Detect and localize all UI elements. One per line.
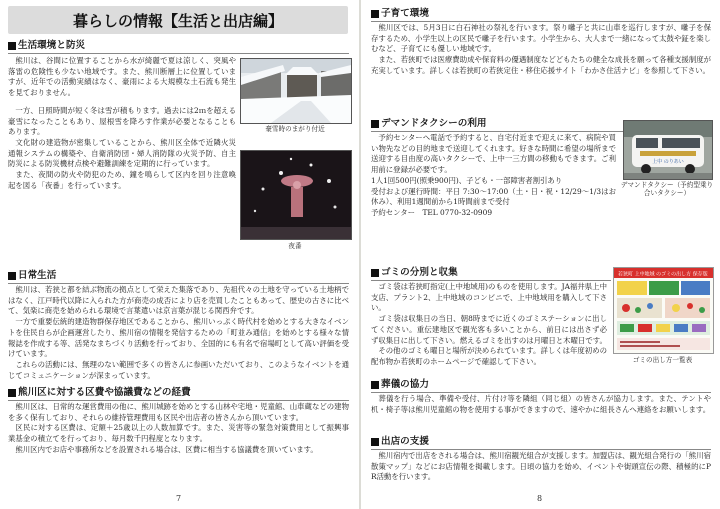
photo-caption: 豪雪時のまがり付近 xyxy=(265,125,325,133)
heading-rule xyxy=(8,400,349,401)
paragraph: ゴミ袋は若狭町指定(上中地域用)のものを使用します。JA福井県上中支店、プラント2、上中地域のコンビニで、上中地域用を購入して下さい。 xyxy=(371,282,607,313)
photo-night-watch xyxy=(240,150,352,240)
taxi-van-image xyxy=(624,121,712,179)
paragraph: 葬儀を行う場合、準備や受付、片付け等を隣組（同じ組）の皆さんが協力します。また、テントや机・椅子等は熊川児童館の物を使用する事ができますので、速やかに組長さんへ連絡をお願いします。 xyxy=(371,394,711,414)
night-watch-image xyxy=(241,151,351,239)
paragraph: 熊川区は、日常的な運営費用の他に、熊川城跡を始めとする山林や宅地・児童館、山車蔵などの建物を多く保有しており、それらの維持管理費用も区民や出店者の皆さんから頂いています。 xyxy=(8,402,349,422)
paragraph: また、夜間の防火や防犯のため、鐘を鳴らして区内を回り注意喚起を図る「夜番」を行っています。 xyxy=(8,170,236,190)
section-heading-daily-life xyxy=(8,270,349,286)
section-body-daily-life xyxy=(8,285,349,381)
heading-rule xyxy=(8,53,349,54)
section-heading-childcare xyxy=(371,8,711,24)
section-body-childcare xyxy=(371,23,711,77)
section-square-icon xyxy=(371,10,379,18)
photo-heavy-snow xyxy=(240,58,352,124)
paragraph: その他のゴミも曜日と場所が決められています。詳しくは年度初めの配布物か若狭町のホームページで確認して下さい。 xyxy=(371,346,607,366)
photo-caption: 夜番 xyxy=(288,242,302,250)
section-square-icon xyxy=(371,120,379,128)
section-title: 日常生活 xyxy=(18,270,57,281)
section-square-icon xyxy=(8,42,16,50)
section-square-icon xyxy=(8,272,16,280)
section-square-icon xyxy=(8,389,16,397)
paragraph: 熊川区では、5月3日に白石神社の祭礼を行います。祭り囃子と共に山車を巡行しますが、囃子を保存するため、小学生以上の区民で囃子を行います。小学生から、大人まで一緒になって太鼓や鉦を楽しむなど、子育てにも優しい地域です。 xyxy=(371,23,711,54)
snow-street-image xyxy=(241,59,351,123)
section-title: 子育て環境 xyxy=(381,8,429,19)
poster-title-text: 若狭町 上中地域 のゴミの出し方 保存版 xyxy=(618,271,708,278)
heading-rule xyxy=(8,283,349,284)
section-body-funeral xyxy=(371,394,711,415)
paragraph: また、若狭町では医療費助成や保育料の優遇制度などどもたちの健全な成長を願って各種支援制度が充実しています。詳しくは若狭町の若狭定住・移住応援サイト「わかさ住活ナビ」を参照して下さい。 xyxy=(371,55,711,75)
paragraph: 区民に対する区費は、定額＋25歳以上の人数加算です。また、災害等の緊急対策費用として振興事業基金の積立てを行っており、毎月数千円程度となります。 xyxy=(8,423,349,444)
reservation-phone: 予約センター TEL 0770-32-0909 xyxy=(371,207,493,217)
section-title: 葬儀の協力 xyxy=(381,379,429,390)
paragraph: 熊川宿内で出店をされる場合は、熊川宿観光組合が支援します。加盟店は、観光組合発行の「熊川宿散策マップ」などにお店情報を掲載します。日頃の協力を始め、イベントや街頭宣伝の際、積極的にPR活動を行います。 xyxy=(371,451,711,482)
section-square-icon xyxy=(371,381,379,389)
section-body-garbage xyxy=(371,282,607,368)
paragraph: 熊川は、若狭と都を結ぶ物流の拠点として栄えた集落であり、先祖代々の土地を守っている土地柄ではなく、江戸時代以降に入られた方が商売の成否により店を売買したこともあって、歴史の古さに比べて、気楽に商売を始められる環境で言葉遣いは京言葉が混じる関西弁です。 xyxy=(8,285,349,316)
taxi-panel-text: 上中 のりあい xyxy=(652,159,684,165)
heading-rule xyxy=(371,449,711,450)
photo-demand-taxi xyxy=(623,120,713,180)
section-heading-fees xyxy=(8,387,349,403)
section-heading-garbage xyxy=(371,267,611,283)
page-right xyxy=(361,0,720,509)
paragraph: 一方で重要伝統的建造物群保存地区であることから、熊川いっぷく時代村を始めとする大きなイベントを住民自らが企画運営したり、熊川宿の情報を発信するための「町並み通信」を始めとする様々な情報誌を作成する等、活発なまちづくり活動を行っており、全国的にも有名で宿場町として高い評価を受けています。 xyxy=(8,317,349,359)
heading-rule xyxy=(371,21,711,22)
section-title: 熊川区に対する区費や協議費などの経費 xyxy=(18,387,191,398)
section-square-icon xyxy=(371,438,379,446)
paragraph: 熊川区内でお店や事務所などを設置される場合は、区費に相当する協議費を頂いています。 xyxy=(15,444,318,454)
section-body-shop-support xyxy=(371,451,711,483)
photo-garbage-chart xyxy=(613,267,714,354)
heading-rule xyxy=(371,392,711,393)
section-heading-environment xyxy=(8,40,349,56)
section-title: デマンドタクシーの利用 xyxy=(381,118,487,129)
paragraph: 予約センターへ電話で予約すると、自宅付近まで迎えに来て、病院や買い物先などの目的地まで送迎してくれます。好きな時間に希望の場所まで送迎する目由度の高いタクシーで、上中一三方間の移動もできます。ご利用前に登録が必要です。 xyxy=(371,133,616,175)
heading-rule xyxy=(371,280,611,281)
section-title: ゴミの分別と収集 xyxy=(381,267,458,278)
section-body-environment xyxy=(8,56,236,191)
hours-line: 受付および運行時間：平日 7:30～17:00（土・日・祝・12/29～1/3はお休み）、利用1週間前から1時間前まで受付 xyxy=(371,186,616,207)
page-number: 7 xyxy=(176,494,182,503)
photo-caption: デマンドタクシー（予約型乗り合いタクシー） xyxy=(620,181,714,197)
section-title: 出店の支援 xyxy=(381,436,429,447)
photo-caption: ゴミの出し方一覧表 xyxy=(632,356,693,364)
paragraph: これらの活動には、無理のない範囲で多くの皆さんに参画いただいており、このようなイベントを通じてコミュニケーションが深まっています。 xyxy=(8,359,349,380)
section-title: 生活環境と防災 xyxy=(18,40,86,51)
page-number: 8 xyxy=(537,494,543,503)
section-heading-shop-support xyxy=(371,436,711,452)
paragraph: 熊川は、谷間に位置することから水が綺麗で夏は涼しく、突風や落雷の危険性も少ない地域です。また、熊川断層上に位置していますが、近年での活動実績はなく、豪雨による大規模な土石流も発生を見ておりません。 xyxy=(8,56,236,98)
section-body-demand-taxi xyxy=(371,133,616,219)
fare-line: 1人1回500円(照乗900円)、子ども・一部障害者割引あり xyxy=(371,175,563,185)
section-heading-funeral xyxy=(371,379,711,395)
paragraph: 一方、日照時間が短く冬は雪が積もります。過去には2ｍを超える豪雪になったこともあり、屋根雪を降ろす作業が必要となることもあります。 xyxy=(8,105,236,137)
page-title: 暮らしの情報【生活と出店編】 xyxy=(8,6,348,34)
garbage-poster-image xyxy=(614,268,713,353)
section-square-icon xyxy=(371,269,379,277)
section-body-fees xyxy=(8,402,349,456)
paragraph: 文化財の建造物が密集していることから、熊川区全体で近隣火災通報システムの構築や、自衛消防団・婦人消防隊の火災予防、自主防災による防災機材点検や避難訓練を定期的に行っています。 xyxy=(8,137,236,169)
paragraph: ゴミ袋は収集日の当日、朝8時までに近くのゴミステーションに出してください。重伝建地区で観光客も多いことから、前日には出さず必ず収集日に出して下さい。燃えるゴミを出すのは月曜日と木曜日です。 xyxy=(371,314,607,345)
page-left xyxy=(0,0,359,509)
